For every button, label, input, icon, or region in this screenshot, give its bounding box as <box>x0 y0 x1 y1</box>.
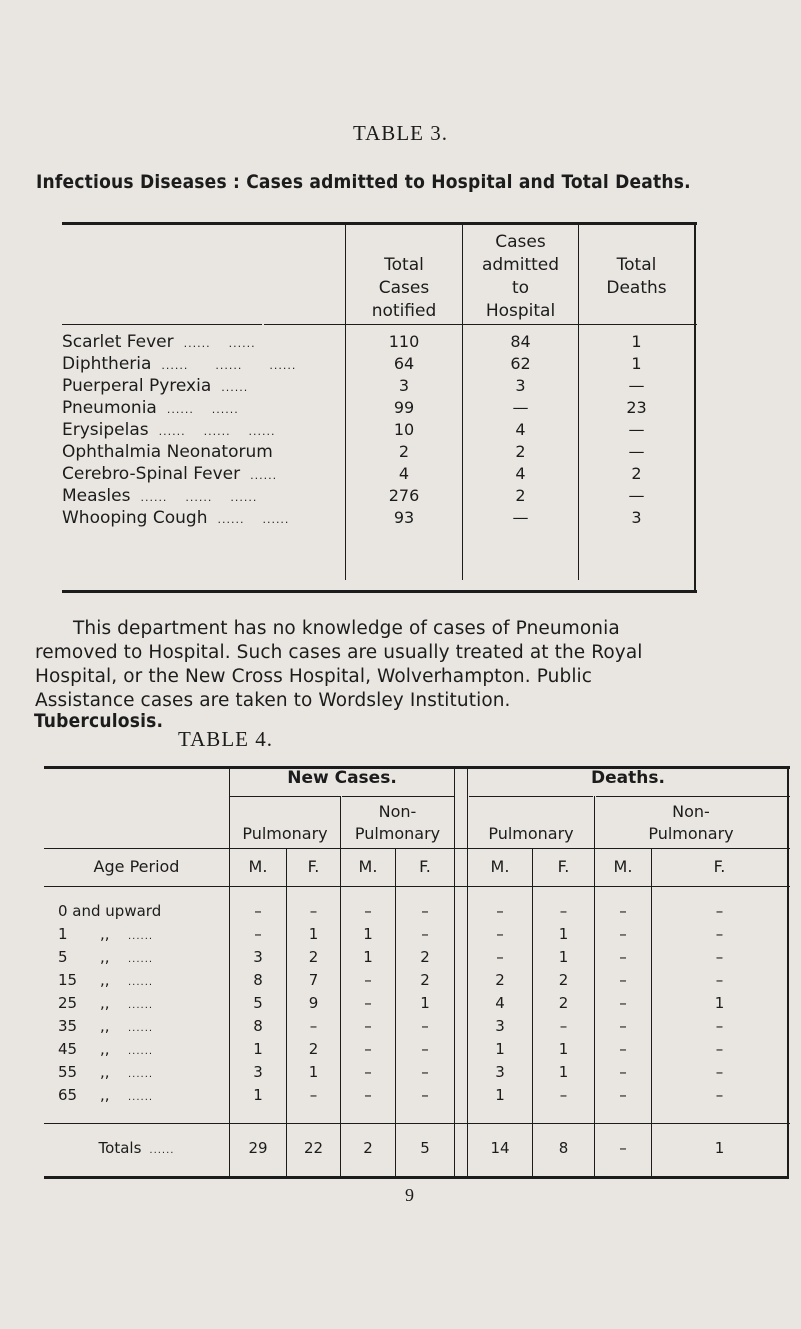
pneumonia-note: This department has no knowledge of cases of Pneumonia removed to Hospital. Such cases are usually treated at the Royal Hospital, or the New Cross Hospital, Wolverhampton. Public Assistance cases are taken to Wordsley Institution. <box>35 618 643 711</box>
leader-dots: ...... <box>128 1000 154 1011</box>
cell-value: 1 <box>495 1086 505 1104</box>
cell-value: – <box>421 925 429 943</box>
age-period-label <box>58 1017 153 1038</box>
cell-value: 1 <box>558 925 569 943</box>
cell-admitted: 62 <box>510 354 531 373</box>
cell-value: – <box>364 994 372 1012</box>
cell-deaths: 1 <box>631 354 642 373</box>
cell-notified: 4 <box>398 464 410 483</box>
age-value: 15 <box>58 971 78 989</box>
age-value: 1 <box>58 925 68 943</box>
cell-value: 1 <box>495 1040 505 1058</box>
deaths-non-pulmonary-header: Non- Pulmonary <box>648 802 734 843</box>
cell-deaths: — <box>628 420 645 439</box>
cell-value: 1 <box>308 1063 319 1081</box>
cell-value: – <box>254 925 262 943</box>
cell-value: – <box>364 1063 372 1081</box>
age-period-label <box>58 902 161 921</box>
leader-dots: ...... ...... <box>217 513 290 526</box>
cell-admitted: 3 <box>515 376 526 395</box>
cell-value: – <box>364 971 372 989</box>
ditto-mark: ,, <box>100 925 110 943</box>
leader-dots: ...... ...... ...... <box>161 359 297 372</box>
cell-value: – <box>309 1086 318 1104</box>
male-header: M. <box>613 857 633 876</box>
cell-value: 3 <box>495 1063 505 1081</box>
cell-value: 3 <box>253 948 263 966</box>
deaths-pulmonary-header: Pulmonary <box>488 824 574 843</box>
age-period-label <box>58 1086 153 1107</box>
new-non-pulmonary-header: Non- Pulmonary <box>354 802 441 843</box>
total-value: – <box>619 1139 627 1157</box>
cell-value: – <box>619 1063 627 1081</box>
header-total-notified: Total Cases notified <box>371 255 437 321</box>
cell-deaths: 1 <box>631 332 642 351</box>
tuberculosis-heading: Tuberculosis. <box>34 710 164 732</box>
age-value: 55 <box>58 1063 78 1081</box>
cell-notified: 3 <box>398 376 410 395</box>
group-deaths: Deaths. <box>591 768 665 788</box>
leader-dots: ...... <box>128 1069 154 1080</box>
disease-name: Measles <box>62 486 131 506</box>
cell-value: 1 <box>308 925 319 943</box>
cell-admitted: 2 <box>515 442 526 461</box>
leader-dots: ...... <box>128 977 154 988</box>
cell-value: – <box>364 1017 372 1035</box>
female-header: F. <box>713 857 726 876</box>
cell-value: – <box>421 1017 429 1035</box>
cell-value: – <box>364 902 372 920</box>
leader-dots: ...... <box>149 1145 175 1156</box>
ditto-mark: ,, <box>100 1086 110 1104</box>
cell-value: 1 <box>253 1086 263 1104</box>
cell-value: 2 <box>308 1040 319 1058</box>
disease-row <box>62 463 342 487</box>
ditto-mark: ,, <box>100 971 110 989</box>
ditto-mark: ,, <box>100 948 110 966</box>
disease-name: Cerebro-Spinal Fever <box>62 464 241 484</box>
age-period-label <box>58 994 153 1015</box>
table-3-title: TABLE 3. <box>353 121 448 145</box>
cell-value: 2 <box>420 948 430 966</box>
age-period-label <box>58 1040 153 1061</box>
cell-admitted: — <box>512 508 529 527</box>
disease-name: Pneumonia <box>62 398 157 418</box>
female-header: F. <box>557 857 570 876</box>
cell-value: 7 <box>308 971 319 989</box>
cell-notified: 99 <box>393 398 415 417</box>
total-value: 2 <box>363 1139 373 1157</box>
disease-row <box>62 397 342 421</box>
cell-admitted: — <box>512 398 529 417</box>
new-pulmonary-header: Pulmonary <box>242 824 328 843</box>
cell-value: – <box>421 1063 429 1081</box>
cell-notified: 110 <box>388 332 420 351</box>
leader-dots: ...... ...... <box>166 403 239 416</box>
leader-dots: ...... <box>128 1046 154 1057</box>
total-value: 5 <box>420 1139 430 1157</box>
cell-deaths: — <box>628 376 645 395</box>
cell-value: – <box>715 948 724 966</box>
male-header: M. <box>248 857 268 876</box>
cell-notified: 64 <box>393 354 415 373</box>
age-value: 25 <box>58 994 78 1012</box>
header-cases-admitted: Cases admitted to Hospital <box>481 232 560 321</box>
group-new-cases: New Cases. <box>287 768 397 788</box>
age-period-label <box>58 1063 153 1084</box>
age-value: 0 and upward <box>58 902 162 920</box>
cell-value: – <box>715 1017 724 1035</box>
cell-value: 1 <box>558 1063 569 1081</box>
leader-dots: ...... <box>128 931 154 942</box>
totals-label <box>44 1139 229 1160</box>
cell-value: – <box>559 1017 568 1035</box>
ditto-mark: ,, <box>100 1063 110 1081</box>
cell-value: – <box>496 925 504 943</box>
age-value: 45 <box>58 1040 78 1058</box>
cell-value: 8 <box>253 1017 263 1035</box>
cell-value: 2 <box>558 971 569 989</box>
cell-value: – <box>715 1040 724 1058</box>
cell-value: – <box>421 902 429 920</box>
disease-row <box>62 419 342 443</box>
cell-value: – <box>619 1040 627 1058</box>
age-period-header: Age Period <box>93 857 180 876</box>
female-header: F. <box>419 857 431 876</box>
header-total-deaths: Total Deaths <box>606 255 667 298</box>
cell-notified: 276 <box>388 486 420 505</box>
cell-value: – <box>619 1017 627 1035</box>
cell-notified: 2 <box>398 442 410 461</box>
cell-value: 1 <box>420 994 430 1012</box>
cell-deaths: 23 <box>626 398 647 417</box>
disease-name: Scarlet Fever <box>62 332 174 352</box>
disease-row <box>62 507 342 531</box>
cell-value: – <box>715 1086 724 1104</box>
disease-name: Erysipelas <box>62 420 149 440</box>
cell-value: – <box>715 1063 724 1081</box>
cell-notified: 93 <box>393 508 415 527</box>
cell-value: 2 <box>308 948 319 966</box>
cell-value: 8 <box>253 971 263 989</box>
total-value: 22 <box>303 1139 324 1157</box>
cell-value: – <box>715 925 724 943</box>
cell-admitted: 84 <box>510 332 531 351</box>
cell-value: – <box>619 948 627 966</box>
table-4-title: TABLE 4. <box>178 727 273 751</box>
male-header: M. <box>490 857 510 876</box>
cell-value: – <box>559 902 568 920</box>
total-value: 29 <box>248 1139 268 1157</box>
cell-admitted: 4 <box>515 464 526 483</box>
cell-value: – <box>421 1040 429 1058</box>
cell-value: 1 <box>253 1040 263 1058</box>
disease-row <box>62 353 342 377</box>
cell-value: 2 <box>420 971 430 989</box>
ditto-mark: ,, <box>100 1040 110 1058</box>
cell-value: 1 <box>714 994 725 1012</box>
cell-value: – <box>715 902 724 920</box>
cell-value: 2 <box>558 994 569 1012</box>
cell-value: 1 <box>363 925 373 943</box>
cell-value: – <box>309 1017 318 1035</box>
male-header: M. <box>358 857 378 876</box>
cell-notified: 10 <box>393 420 415 439</box>
cell-value: 3 <box>253 1063 263 1081</box>
disease-name: Puerperal Pyrexia <box>62 376 212 396</box>
disease-row <box>62 441 342 463</box>
age-value: 5 <box>58 948 68 966</box>
disease-row <box>62 331 342 355</box>
cell-value: – <box>496 902 504 920</box>
cell-value: – <box>496 948 504 966</box>
cell-value: – <box>619 994 627 1012</box>
disease-row <box>62 485 342 509</box>
ditto-mark: ,, <box>100 1017 110 1035</box>
female-header: F. <box>307 857 320 876</box>
cell-value: – <box>421 1086 429 1104</box>
leader-dots: ...... <box>128 1023 154 1034</box>
cell-value: 1 <box>558 1040 569 1058</box>
disease-row <box>62 375 342 399</box>
cell-deaths: — <box>628 442 645 461</box>
ditto-mark: ,, <box>100 994 110 1012</box>
cell-value: 4 <box>495 994 505 1012</box>
totals-text: Totals <box>98 1139 142 1157</box>
cell-value: 1 <box>558 948 569 966</box>
cell-admitted: 2 <box>515 486 526 505</box>
cell-admitted: 4 <box>515 420 526 439</box>
age-value: 35 <box>58 1017 78 1035</box>
cell-value: – <box>619 925 627 943</box>
leader-dots: ...... <box>250 469 278 482</box>
disease-name: Whooping Cough <box>62 508 208 528</box>
cell-deaths: 2 <box>631 464 642 483</box>
age-period-label <box>58 925 153 946</box>
cell-value: – <box>619 902 627 920</box>
cell-deaths: — <box>628 486 645 505</box>
total-value: 14 <box>490 1139 510 1157</box>
cell-deaths: 3 <box>631 508 642 527</box>
leader-dots: ...... <box>128 1092 154 1103</box>
age-period-label <box>58 971 153 992</box>
cell-value: 3 <box>495 1017 505 1035</box>
cell-value: – <box>715 971 724 989</box>
leader-dots: ...... <box>128 954 154 965</box>
leader-dots: ...... ...... <box>183 337 256 350</box>
cell-value: – <box>364 1086 372 1104</box>
cell-value: 5 <box>253 994 263 1012</box>
leader-dots: ...... ...... ...... <box>140 491 258 504</box>
disease-name: Diphtheria <box>62 354 152 374</box>
cell-value: – <box>254 902 262 920</box>
total-value: 1 <box>714 1139 725 1157</box>
age-value: 65 <box>58 1086 78 1104</box>
leader-dots: ...... <box>221 381 249 394</box>
cell-value: 1 <box>363 948 373 966</box>
cell-value: – <box>309 902 318 920</box>
cell-value: 2 <box>495 971 505 989</box>
cell-value: – <box>364 1040 372 1058</box>
cell-value: – <box>619 971 627 989</box>
disease-name: Ophthalmia Neonatorum <box>62 442 273 462</box>
age-period-label <box>58 948 153 969</box>
cell-value: 9 <box>308 994 319 1012</box>
total-value: 8 <box>558 1139 569 1157</box>
table-3-subtitle: Infectious Diseases : Cases admitted to Hospital and Total Deaths. <box>36 171 691 193</box>
cell-value: – <box>559 1086 568 1104</box>
page-number: 9 <box>405 1185 414 1205</box>
cell-value: – <box>619 1086 627 1104</box>
leader-dots: ...... ...... ...... <box>158 425 276 438</box>
